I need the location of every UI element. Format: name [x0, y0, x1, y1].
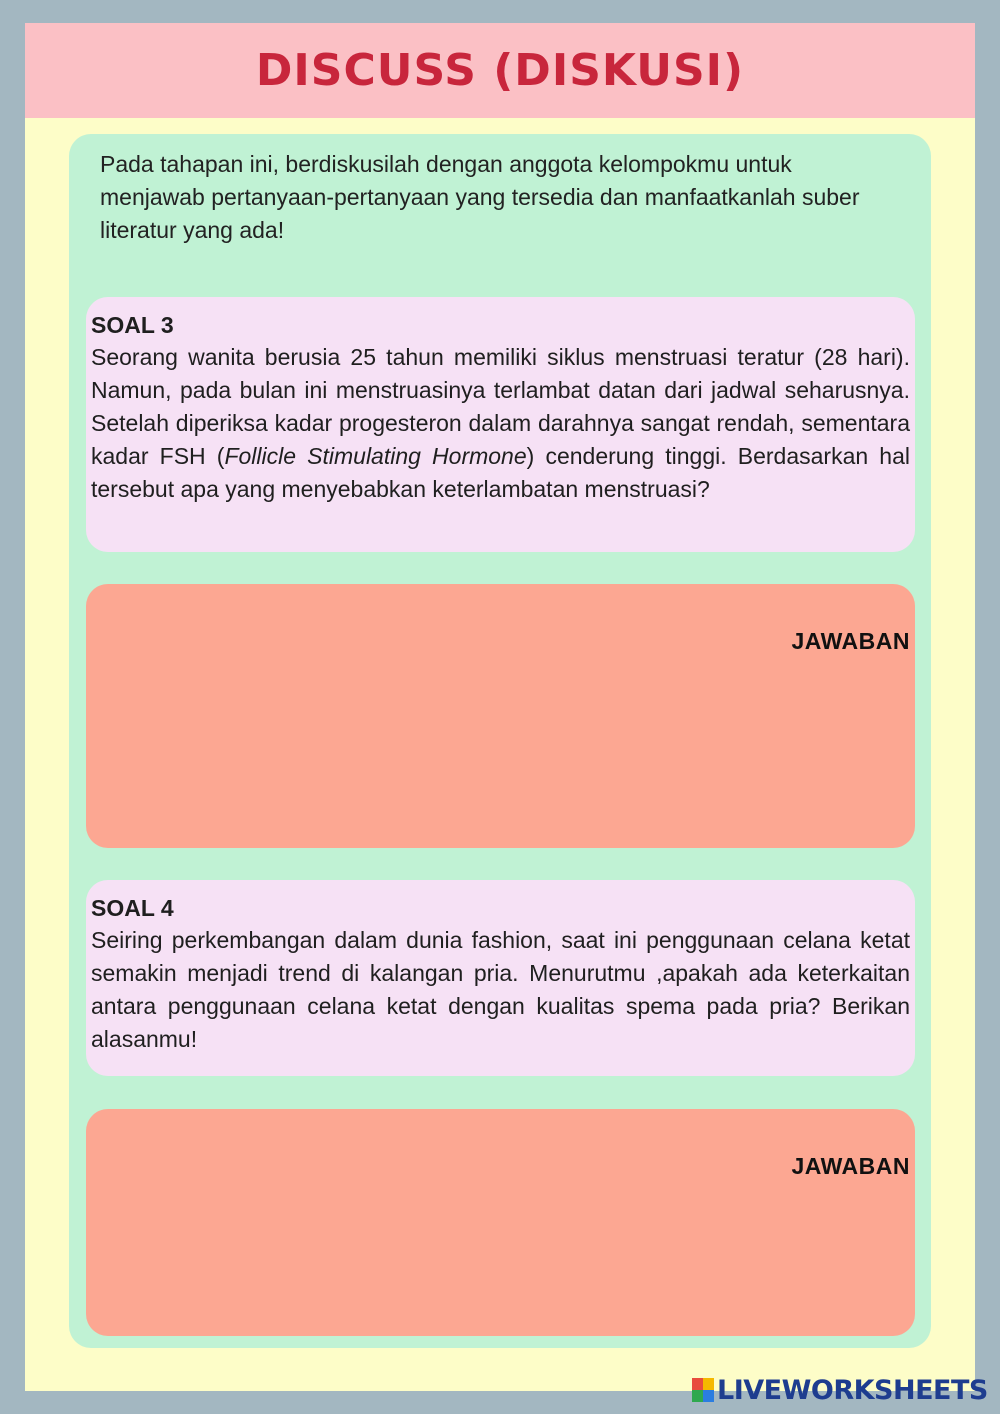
question-4-title: SOAL 4	[91, 895, 174, 921]
answer-4-label: JAWABAN	[791, 1153, 910, 1179]
intro-instructions: Pada tahapan ini, berdiskusilah dengan anggota kelompokmu untuk menjawab pertanyaan-pertanyaan yang tersedia dan manfaatkanlah suber literatur yang ada!	[100, 151, 860, 243]
question-4-text: Seiring perkembangan dalam dunia fashion, saat ini penggunaan celana ketat semakin menjadi trend di kalangan pria. Menurutmu ,apakah ada keterkaitan antara penggunaan celana ketat dengan kualitas spema pada pria? Berikan alasanmu!	[91, 927, 910, 1052]
logo-tile-1	[692, 1378, 703, 1390]
question-3-title: SOAL 3	[91, 312, 174, 338]
question-4-card	[86, 880, 915, 1076]
answer-3-field[interactable]	[86, 584, 915, 848]
question-3-text-italic: Follicle Stimulating Hormone	[224, 443, 527, 469]
logo-tile-4	[703, 1390, 714, 1402]
page-title: DISCUSS (DISKUSI)	[255, 45, 745, 96]
liveworksheets-logo-icon	[692, 1378, 714, 1402]
answer-4-field[interactable]	[86, 1109, 915, 1336]
liveworksheets-brand	[692, 1376, 988, 1404]
question-3-text-part2: ) cenderung tinggi. Berdasarkan hal tersebut apa yang menyebabkan keterlambatan menstruasi?	[91, 443, 910, 502]
brand-name: LIVEWORKSHEETS	[717, 1374, 988, 1406]
answer-3-label: JAWABAN	[791, 628, 910, 654]
logo-tile-2	[703, 1378, 714, 1390]
page-header	[25, 23, 975, 118]
logo-tile-3	[692, 1390, 703, 1402]
question-3-text-part1: Seorang wanita berusia 25 tahun memiliki siklus menstruasi teratur (28 hari). Namun, pada bulan ini menstruasinya terlambat datan dari jadwal seharusnya. Setelah diperiksa kadar progesteron dalam darahnya sangat rendah, sementara kadar FSH (	[91, 344, 910, 469]
discussion-panel	[69, 134, 931, 1348]
question-3-card	[86, 297, 915, 552]
worksheet-page	[25, 23, 975, 1391]
question-3-text	[91, 341, 910, 506]
